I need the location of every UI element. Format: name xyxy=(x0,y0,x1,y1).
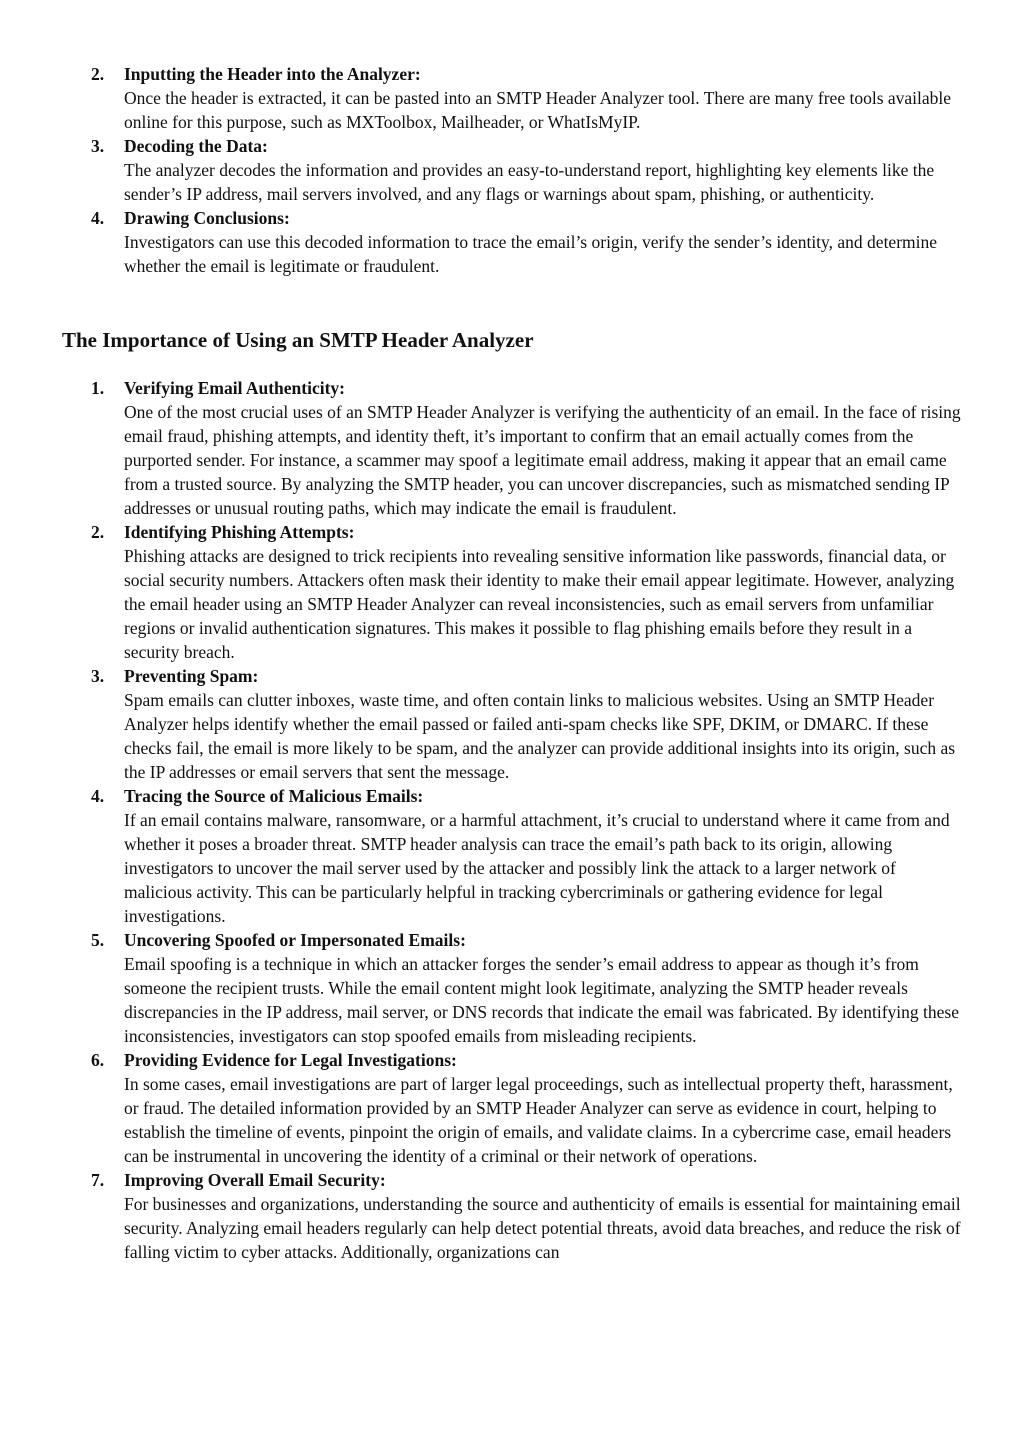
item-title: Tracing the Source of Malicious Emails: xyxy=(124,786,424,806)
item-body: Phishing attacks are designed to trick recipients into revealing sensitive information like passwords, financial data, or social security numbers. Attackers often mask their identity to make their email appear legitimate. However, analyzing the email header using an SMTP Header Analyzer can reveal inconsistencies, such as email servers from unfamiliar regions or invalid authentication signatures. This makes it possible to flag phishing emails before they result in a security breach. xyxy=(124,546,955,662)
list-item xyxy=(0,206,1024,278)
item-number: 4. xyxy=(91,208,105,228)
list-item xyxy=(0,1048,1024,1168)
item-number: 7. xyxy=(91,1170,105,1190)
list-item xyxy=(0,1168,1024,1264)
item-number: 4. xyxy=(91,786,105,806)
list-item xyxy=(0,928,1024,1048)
item-title: Decoding the Data: xyxy=(124,136,268,156)
item-number: 2. xyxy=(91,64,105,84)
item-number: 5. xyxy=(91,930,105,950)
item-body: The analyzer decodes the information and provides an easy-to-understand report, highlighting key elements like the sender’s IP address, mail servers involved, and any flags or warnings about spam, phishing, or authenticity. xyxy=(124,160,935,204)
item-body: One of the most crucial uses of an SMTP Header Analyzer is verifying the authenticity of an email. In the face of rising email fraud, phishing attempts, and identity theft, it’s important to confirm that an email actually comes from the purported sender. For instance, a scammer may spoof a legitimate email address, making it appear that an email came from a trusted source. By analyzing the SMTP header, you can uncover discrepancies, such as mismatched sending IP addresses or unusual routing paths, which may indicate the email is fraudulent. xyxy=(124,402,961,518)
list-item xyxy=(0,784,1024,928)
item-title: Uncovering Spoofed or Impersonated Emails: xyxy=(124,930,466,950)
section-heading: The Importance of Using an SMTP Header Analyzer xyxy=(62,328,534,352)
item-title: Identifying Phishing Attempts: xyxy=(124,522,355,542)
item-title: Drawing Conclusions: xyxy=(124,208,290,228)
item-title: Verifying Email Authenticity: xyxy=(124,378,346,398)
item-title: Improving Overall Email Security: xyxy=(124,1170,386,1190)
item-number: 2. xyxy=(91,522,105,542)
item-number: 6. xyxy=(91,1050,105,1070)
item-body: Spam emails can clutter inboxes, waste time, and often contain links to malicious websites. Using an SMTP Header Analyzer helps identify whether the email passed or failed anti-spam checks like SPF, DKIM, or DMARC. If these checks fail, the email is more likely to be spam, and the analyzer can provide additional insights into its origin, such as the IP addresses or email servers that sent the message. xyxy=(124,690,956,782)
item-number: 3. xyxy=(91,666,105,686)
analyzer-steps-list xyxy=(0,62,1024,278)
item-title: Inputting the Header into the Analyzer: xyxy=(124,64,421,84)
item-body: Email spoofing is a technique in which an attacker forges the sender’s email address to appear as though it’s from someone the recipient trusts. While the email content might look legitimate, analyzing the SMTP header reveals discrepancies in the IP address, mail server, or DNS records that indicate the email was fabricated. By identifying these inconsistencies, investigators can stop spoofed emails from misleading recipients. xyxy=(124,954,959,1046)
list-item xyxy=(0,134,1024,206)
item-number: 3. xyxy=(91,136,105,156)
list-item xyxy=(0,62,1024,134)
item-number: 1. xyxy=(91,378,105,398)
item-body: Once the header is extracted, it can be pasted into an SMTP Header Analyzer tool. There are many free tools available online for this purpose, such as MXToolbox, Mailheader, or WhatIsMyIP. xyxy=(124,88,952,132)
list-item xyxy=(0,376,1024,520)
importance-list xyxy=(0,376,1024,1264)
list-item xyxy=(0,664,1024,784)
list-item xyxy=(0,520,1024,664)
item-body: In some cases, email investigations are part of larger legal proceedings, such as intellectual property theft, harassment, or fraud. The detailed information provided by an SMTP Header Analyzer can serve as evidence in court, helping to establish the timeline of events, pinpoint the origin of emails, and validate claims. In a cybercrime case, email headers can be instrumental in uncovering the identity of a criminal or their network of operations. xyxy=(124,1074,953,1166)
item-title: Preventing Spam: xyxy=(124,666,259,686)
item-body: For businesses and organizations, understanding the source and authenticity of emails is essential for maintaining email security. Analyzing email headers regularly can help detect potential threats, avoid data breaches, and reduce the risk of falling victim to cyber attacks. Additionally, organizations can xyxy=(124,1194,961,1262)
item-body: Investigators can use this decoded information to trace the email’s origin, verify the sender’s identity, and determine whether the email is legitimate or fraudulent. xyxy=(124,232,938,276)
item-title: Providing Evidence for Legal Investigations: xyxy=(124,1050,457,1070)
item-body: If an email contains malware, ransomware, or a harmful attachment, it’s crucial to understand where it came from and whether it poses a broader threat. SMTP header analysis can trace the email’s path back to its origin, allowing investigators to uncover the mail server used by the attacker and possibly link the attack to a larger network of malicious activity. This can be particularly helpful in tracking cybercriminals or gathering evidence for legal investigations. xyxy=(124,810,950,926)
